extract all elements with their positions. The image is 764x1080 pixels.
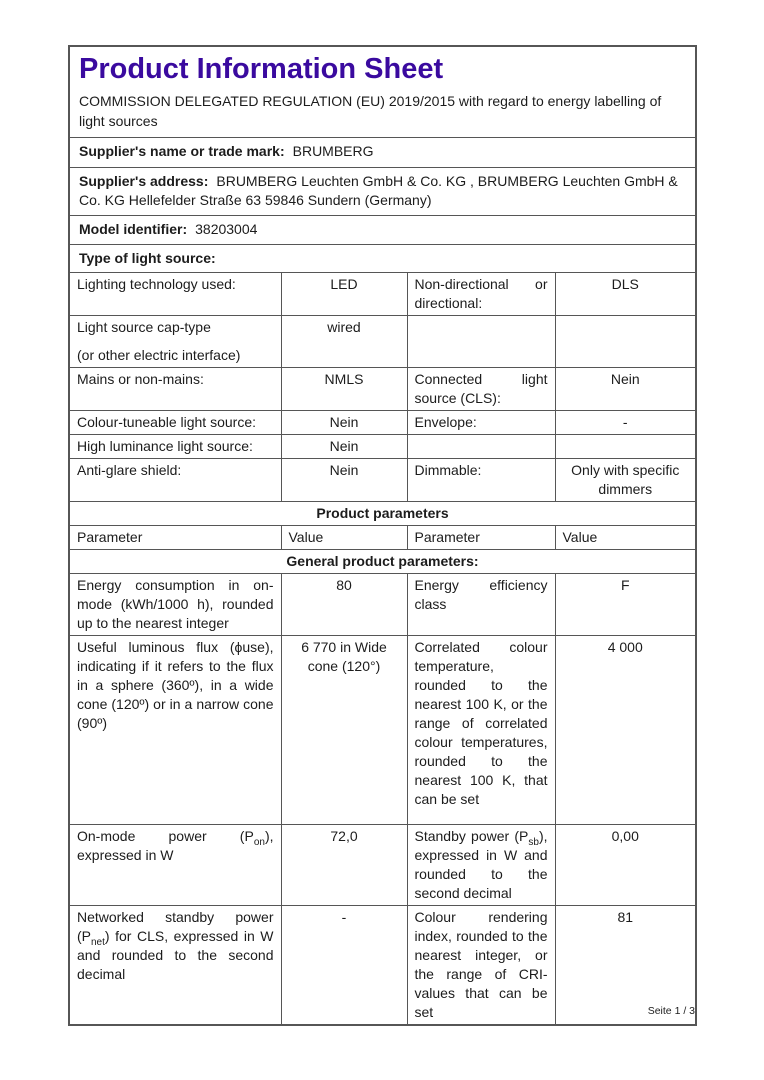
param-label <box>407 825 555 906</box>
model-identifier-value: 38203004 <box>195 221 258 237</box>
table-row <box>69 636 696 825</box>
param-value <box>555 435 696 459</box>
param-value: 72,0 <box>281 825 407 906</box>
column-header: Value <box>555 526 696 550</box>
title-block <box>69 46 696 138</box>
label-text: ), expressed in W <box>77 828 274 863</box>
subscript: on <box>253 836 265 848</box>
param-value: 4 000 <box>555 636 696 825</box>
supplier-address-value: BRUMBERG Leuchten GmbH & Co. KG , BRUMBERG Leuchten GmbH & Co. KG Hellefelder Straße 63 59846 Sundern (Germany) <box>79 173 678 208</box>
column-header: Value <box>281 526 407 550</box>
subscript: net <box>91 936 105 948</box>
param-label: Colour-tuneable light source: <box>69 411 281 435</box>
supplier-address-label: Supplier's address: <box>79 173 209 189</box>
supplier-name-label: Supplier's name or trade mark: <box>79 143 285 159</box>
label-text: ) for CLS, expressed in W and rounded to the second decimal <box>77 928 274 982</box>
param-label: Non-directional or directional: <box>407 273 555 316</box>
supplier-address-row <box>69 168 696 216</box>
table-row <box>69 574 696 636</box>
regulation-subtitle: COMMISSION DELEGATED REGULATION (EU) 2019/2015 with regard to energy labelling of light sources <box>79 93 662 129</box>
product-information-table <box>68 45 697 1026</box>
param-label: Anti-glare shield: <box>69 459 281 502</box>
label-text: Networked standby power (P <box>77 909 274 944</box>
param-label: Energy consumption in on-mode (kWh/1000 h), rounded up to the nearest integer <box>69 574 281 636</box>
table-row <box>69 435 696 459</box>
supplier-name-row <box>69 138 696 168</box>
cap-type-line2: (or other electric interface) <box>77 347 241 363</box>
column-header-row <box>69 526 696 550</box>
param-label: Connected light source (CLS): <box>407 368 555 411</box>
cap-type-line1: Light source cap-type <box>77 319 211 335</box>
param-value <box>555 316 696 368</box>
param-value: Nein <box>281 435 407 459</box>
page-number: Seite 1 / 3 <box>647 1005 695 1017</box>
param-value: Nein <box>281 411 407 435</box>
param-value: wired <box>281 316 407 368</box>
param-value: 6 770 in Wide cone (120°) <box>281 636 407 825</box>
param-label: Energy efficiency class <box>407 574 555 636</box>
param-label <box>69 825 281 906</box>
param-value: - <box>555 411 696 435</box>
label-text: ), expressed in W and rounded to the second decimal <box>414 828 548 901</box>
param-label: Correlated colour temperature, rounded to the nearest 100 K, or the range of correlated colour temperatures, rounded to the nearest 100 K, that can be set <box>407 636 555 825</box>
param-label <box>69 906 281 1026</box>
column-header: Parameter <box>69 526 281 550</box>
param-label: High luminance light source: <box>69 435 281 459</box>
model-identifier-label: Model identifier: <box>79 221 188 237</box>
param-label: Dimmable: <box>407 459 555 502</box>
table-row <box>69 273 696 316</box>
table-row <box>69 316 696 368</box>
param-value: - <box>281 906 407 1026</box>
param-value: DLS <box>555 273 696 316</box>
product-parameters-heading: Product parameters <box>69 502 696 526</box>
table-row <box>69 368 696 411</box>
param-label: Lighting technology used: <box>69 273 281 316</box>
param-value: 0,00 <box>555 825 696 906</box>
table-row <box>69 459 696 502</box>
table-row <box>69 411 696 435</box>
param-value: NMLS <box>281 368 407 411</box>
table-row <box>69 906 696 1026</box>
param-label: Colour rendering index, rounded to the nearest integer, or the range of CRI-values that can be set <box>407 906 555 1026</box>
param-label: Mains or non-mains: <box>69 368 281 411</box>
type-of-light-source-heading: Type of light source: <box>69 245 696 273</box>
table-row <box>69 825 696 906</box>
model-identifier-row <box>69 216 696 245</box>
param-label <box>407 316 555 368</box>
column-header: Parameter <box>407 526 555 550</box>
general-product-parameters-heading: General product parameters: <box>69 550 696 574</box>
supplier-name-value: BRUMBERG <box>292 143 374 159</box>
subscript: sb <box>528 836 539 848</box>
param-value: 81 <box>555 906 696 1026</box>
param-label: Useful luminous flux (ϕuse), indicating if it refers to the flux in a sphere (360º), in a wide cone (120º) or in a narrow cone (90º) <box>69 636 281 825</box>
param-label <box>407 435 555 459</box>
label-text: Standby power (P <box>414 828 529 844</box>
param-value: Nein <box>281 459 407 502</box>
param-value: F <box>555 574 696 636</box>
param-value: Nein <box>555 368 696 411</box>
param-label <box>69 316 281 368</box>
page-title: Product Information Sheet <box>79 53 444 85</box>
param-value: LED <box>281 273 407 316</box>
param-label: Envelope: <box>407 411 555 435</box>
label-text: On-mode power (P <box>77 828 254 844</box>
param-value: 80 <box>281 574 407 636</box>
param-value: Only with specific dimmers <box>555 459 696 502</box>
